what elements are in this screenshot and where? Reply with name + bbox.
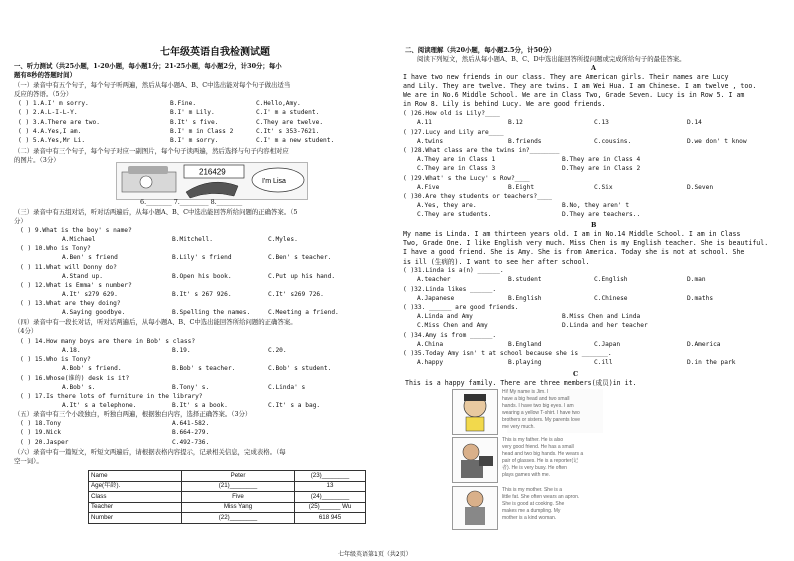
reading-option: A.happy (417, 359, 444, 367)
page-footer: 七年级英语第1页（共2页） (338, 551, 412, 558)
reading-option: C.Chinese (594, 294, 628, 302)
passage-c-label: C (573, 370, 579, 378)
sec3-intro: （三）录音中有五组对话，听对话两遍后，从每小题A、B、C中选出能回答所给问题的正确答案。（5 (14, 208, 298, 216)
reading-question: ( )30.Are they students or teachers?____ (403, 193, 553, 201)
passage-b-line: My name is Linda. I am thirteen years old. I am in No.14 Middle School. I am in Class (403, 230, 741, 238)
number-board-text: 216429 (199, 167, 226, 177)
reading-question: ( )35.Today Amy isn' t at school because she is _______. (403, 350, 612, 358)
sec4-question: ( ) 15.Who is Tony? (20, 356, 91, 364)
part1-heading: 一、听力测试（共25小题，1-20小题，每小题1分；21-25小题，每小题2分，计30分；每小 (14, 62, 282, 70)
sec1-question: ( ) 5.A.Yes,Mr Li. (18, 137, 86, 145)
sec4-option-b: B.It' s a book. (172, 401, 228, 409)
table-row (89, 513, 366, 524)
table-row (89, 492, 366, 503)
reading-option: D.They are teachers.. (562, 211, 641, 219)
sec3-option-a: A.Stand up. (62, 272, 103, 280)
sec1-option-b: B.I' m Lily. (170, 109, 215, 117)
table-row (89, 471, 366, 482)
passage-c-line: have a big head and two small (502, 395, 570, 402)
sec1-option-b: B.I' m sorry. (170, 137, 219, 145)
reading-option: C.ill (594, 359, 613, 367)
reading-option: B.English (508, 294, 542, 302)
reading-option: D.maths (687, 294, 714, 302)
speech-bubble-text: I'm Lisa (262, 178, 286, 185)
sec5-number: C.492-736. (172, 438, 210, 446)
sec3-option-b: B.Spelling the names. (172, 309, 251, 317)
reading-question: ( )28.What class are the twins in?________ (403, 147, 560, 155)
sec4-option-c: C.20. (268, 347, 287, 354)
sec5-name: ( ) 20.Jasper (20, 438, 69, 446)
passage-c-line: wearing a yellow T-shirt. I have two (502, 409, 580, 416)
reading-option: B.friends (508, 137, 542, 145)
reading-question: ( )27.Lucy and Lily are____ (403, 128, 504, 136)
passage-c-line: hands. I have two big eyes. I am (502, 402, 574, 409)
passage-a-line: I have two new friends in our class. They are American girls. Their names are Lucy (403, 73, 729, 81)
sec4-question: ( ) 16.Whose(谁的) desk is it? (20, 374, 130, 382)
reading-option: A.twins (417, 137, 444, 145)
sec3-option-a: A.Saying goodbye. (62, 309, 126, 317)
reading-question: ( )31.Linda is a(n) ______. (403, 267, 504, 274)
sec5-intro: （五）录音中有三个小段独白，听独白两遍，根据独白内容，选择正确答案。（3分） (14, 410, 252, 418)
passage-a-line: We are in No.6 Middle School. We are in Class Two, Grade Seven. Lucy is in Row 5. I am (403, 91, 745, 99)
sec5-name: ( ) 18.Tony (20, 420, 61, 427)
reading-option: D.in the park (687, 359, 736, 367)
sec1-option-b: B.Fine. (170, 100, 197, 107)
sec1-option-c: C.It' s 353-7621. (256, 127, 320, 135)
info-table (88, 470, 366, 524)
sec3-intro-2: 分） (14, 217, 27, 225)
reading-option: A.Yes, they are. (417, 202, 477, 210)
table-cell: (25)______ Wu (295, 502, 366, 513)
sec2-intro: （二）录音中有三个句子，每个句子对应一副图片，每个句子读两遍，然后选择与句子内容相对应 (14, 147, 289, 155)
table-cell: (21)________ (182, 481, 295, 492)
sec3-option-b: B.It' s 267 926. (172, 290, 232, 298)
reading-option: C.They are in Class 3 (417, 165, 496, 173)
sec4-intro: （四）录音中有一段长对话，听对话两遍后，从每小题A、B、C中选出能回答所给问题的正确答案。 (14, 318, 297, 326)
table-cell: 13 (295, 481, 366, 492)
sec4-option-b: B.Tony' s. (172, 383, 210, 391)
sec2-pictures (116, 162, 308, 200)
passage-b-line: is ill (生病的). I want to see her after school. (403, 257, 590, 266)
reading-option: D.Seven (687, 183, 714, 191)
reading-option: B.playing (508, 359, 542, 367)
sec5-number: B.664-279. (172, 429, 210, 437)
passage-c-line: pair of glasses. He is a reporter(记 (502, 457, 579, 464)
reading-option: A.teacher (417, 276, 451, 283)
table-cell: (24)________ (295, 492, 366, 503)
reading-option: A.Japanese (417, 294, 455, 302)
mother-picture (452, 486, 498, 530)
passage-c-line: 者). He is very busy. He often (502, 464, 567, 471)
reading-option: B.Miss Chen and Linda (562, 313, 641, 321)
sec1-question: ( ) 2.A.L-I-L-Y. (18, 109, 78, 117)
sec3-option-a: A.It' s279 629. (62, 290, 118, 298)
table-row (89, 481, 366, 492)
reading-option: C.Japan (594, 340, 621, 348)
sec6-intro-2: 空一词）。 (14, 457, 43, 465)
reading-option: A.11 (417, 119, 432, 126)
sec3-option-c: C.Put up his hand. (268, 272, 336, 280)
reading-option: D.14 (687, 119, 702, 126)
sec4-intro-2: （4分） (14, 327, 38, 335)
sec3-option-b: B.Mitchell. (172, 236, 213, 243)
table-cell: Name (89, 471, 182, 482)
reading-question: ( )32.Linda likes ______. (403, 285, 497, 293)
reading-option: D.They are in Class 2 (562, 165, 641, 173)
sec3-question: ( ) 11.What will Donny do? (20, 263, 117, 271)
sec1-option-c: C.They are twelve. (256, 118, 324, 126)
sec1-option-b: B.I' m in Class 2 (170, 127, 234, 135)
reading-option: C.Six (594, 183, 613, 191)
part1-heading-2: 题有8秒的答题时间） (14, 71, 76, 79)
sec1-question: ( ) 1.A.I' m sorry. (18, 100, 89, 107)
reading-question: ( )26.How old is Lily?____ (403, 110, 500, 117)
sec4-option-b: B.Bob' s teacher. (172, 365, 236, 373)
reading-option: B.12 (508, 119, 523, 126)
passage-a-line: in Row 8. Lily is behind Lucy. We are good friends. (403, 100, 606, 108)
table-cell: 618 945 (295, 513, 366, 524)
sec3-option-b: B.Lily' s friend (172, 254, 232, 262)
passage-c-line: She is good at cooking. She (502, 500, 565, 507)
reading-option: A.Five (417, 183, 440, 191)
sec1-option-c: C.I' m a new student. (256, 137, 335, 145)
sec3-option-c: C.Meeting a friend. (268, 309, 339, 317)
passage-c-line: This is my father. He is also (502, 437, 564, 443)
sec2-intro-2: 的图片。（3分） (14, 156, 60, 164)
part2-heading: 二、阅读理解（共20小题，每小题2.5分，计50分） (405, 46, 556, 54)
passage-c-line: head and two big hands. He wears a (502, 450, 584, 457)
table-cell: Five (182, 492, 295, 503)
passage-c-line: This is my mother. She is a (502, 487, 563, 493)
passage-c-line: me very much. (502, 423, 535, 430)
sec4-option-a: A.Bob' s. (62, 383, 96, 391)
table-row (89, 502, 366, 513)
sec1-intro-2: 反应的答语。（5分） (14, 90, 73, 98)
father-picture (452, 437, 498, 483)
boy-picture (452, 389, 498, 435)
sec3-question: ( ) 9.What is the boy' s name? (20, 227, 132, 234)
passage-c-line: plays games with me. (502, 471, 551, 478)
passage-a-line: and Lily. They are twelve. They are twins. I am Wei Hua. I am Chinese. I am twelve , too. (403, 82, 757, 90)
sec3-option-a: A.Ben' s friend (62, 254, 118, 262)
passage-c-line: Hi! My name is Jim. I (502, 389, 549, 395)
table-cell: Miss Yang (182, 502, 295, 513)
sec4-option-a: A.Bob' s friend. (62, 365, 122, 373)
sec3-option-c: C.Ben' s teacher. (268, 254, 332, 262)
reading-option: C.English (594, 276, 628, 283)
reading-option: B.They are in Class 4 (562, 156, 641, 164)
passage-a-label: A (591, 64, 596, 72)
sec4-option-a: A.18. (62, 347, 81, 354)
sec3-option-c: C.Myles. (268, 236, 298, 243)
part2-intro: 阅读下列短文，然后从每小题A、B、C、D中选出能回答所提问题或完成所给句子的最佳答案。 (417, 55, 686, 63)
sec5-number: A.641-582. (172, 420, 210, 427)
sec1-option-b: B.It' s five. (170, 118, 219, 126)
sec4-question: ( ) 17.Is there lots of furniture in the library? (20, 392, 203, 400)
sec3-question: ( ) 12.What is Emma' s number? (20, 281, 132, 289)
sec1-intro: （一）录音中有五个句子，每个句子听两遍，然后从每小题A、B、C中选出能对每个句子做出适当 (14, 81, 291, 89)
reading-option: D.man (687, 276, 706, 283)
passage-b-label: B (591, 221, 597, 229)
reading-question: ( )33. ______ are good friends. (403, 304, 519, 312)
reading-option: C.They are students. (417, 211, 492, 219)
reading-option: D.Linda and her teacher (562, 322, 648, 330)
sec3-option-a: A.Michael (62, 236, 96, 243)
reading-option: C.cousins. (594, 137, 632, 145)
sec1-option-c: C.Hello,Amy. (256, 100, 301, 107)
reading-option: B.No, they aren' t (562, 202, 630, 210)
reading-option: C.13 (594, 119, 609, 126)
reading-question: ( )34.Amy is from ______. (403, 331, 497, 339)
reading-option: C.Miss Chen and Amy (417, 322, 488, 330)
reading-question: ( )29.What' s the Lucy' s Row?____ (403, 174, 530, 182)
sec4-question: ( ) 14.How many boys are there in Bob' s class? (20, 338, 196, 345)
table-cell: (23)________ (295, 471, 366, 482)
table-cell: Class (89, 492, 182, 503)
sec1-question: ( ) 4.A.Yes,I am. (18, 127, 82, 135)
table-cell: Age(年龄). (89, 481, 182, 492)
sec3-question: ( ) 13.What are they doing? (20, 300, 121, 308)
table-cell: Teacher (89, 502, 182, 513)
passage-b-line: Two, Grade One. I like English very much. Miss Chen is my English teacher. She is beautiful. (403, 239, 769, 248)
passage-b-line: I have a good friend. She is Amy. She is from America. Today she is not at school. She (403, 248, 745, 257)
reading-option: A.They are in Class 1 (417, 156, 496, 164)
passage-c-line: mother is a kind woman. (502, 514, 557, 521)
sec1-question: ( ) 3.A.There are two. (18, 118, 100, 126)
passage-c-line: brothers or sisters. My parents love (502, 416, 581, 423)
reading-option: B.Eight (508, 183, 535, 191)
table-cell: Number (89, 513, 182, 524)
table-cell: Peter (182, 471, 295, 482)
reading-option: A.China (417, 340, 444, 348)
reading-option: D.America (687, 340, 721, 348)
reading-option: B.England (508, 340, 542, 348)
sec6-intro: （六）录音中有一篇短文，听短文两遍后，请根据表格内容提示，记录相关信息，完成表格。（每 (14, 448, 286, 456)
sec3-option-c: C.It' s269 726. (268, 290, 324, 298)
sec1-option-c: C.I' m a student. (256, 109, 320, 117)
sec4-option-b: B.19. (172, 347, 191, 354)
reading-option: A.Linda and Amy (417, 313, 473, 321)
sec4-option-c: C.Linda' s (268, 383, 306, 391)
reading-option: B.student (508, 276, 542, 283)
sec4-option-a: A.It' s a telephone. (62, 401, 137, 409)
sec3-option-b: B.Open his book. (172, 272, 232, 280)
sec2-blanks: 6.________ 7._________ 8.________ (140, 198, 243, 206)
sec4-option-c: C.It' s a bag. (268, 401, 321, 409)
page-title: 七年级英语自我检测试题 (160, 47, 270, 58)
passage-c-intro: This is a happy family. There are three members(成员)in it. (405, 379, 637, 387)
passage-c-line: very good friend. He has a small (502, 443, 574, 450)
passage-c-line: little fat. She often wears an apron. (502, 493, 580, 500)
passage-c-line: makes me a dumpling. My (502, 507, 561, 514)
reading-option: D.we don' t know (687, 137, 747, 145)
sec3-question: ( ) 10.Who is Tony? (20, 245, 91, 253)
sec4-option-c: C.Bob' s student. (268, 365, 332, 373)
sec5-name: ( ) 19.Nick (20, 429, 61, 437)
table-cell: (22)________ (182, 513, 295, 524)
